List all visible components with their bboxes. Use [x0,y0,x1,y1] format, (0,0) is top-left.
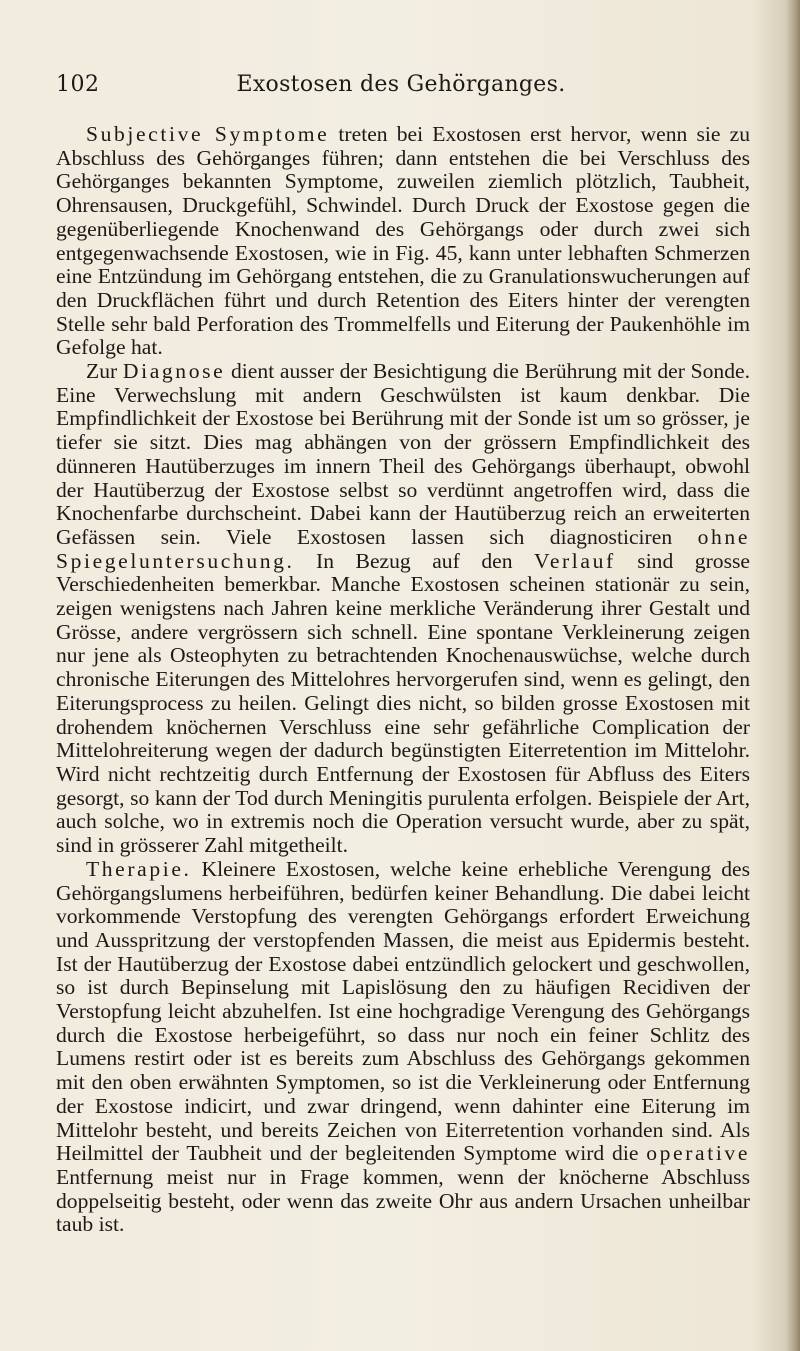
paragraph-symptome [56,123,750,360]
page-header [56,72,746,106]
paragraph-therapie [56,858,750,1237]
paragraph-text: Zur [86,359,123,384]
spaced-term-therapie: Therapie. [86,856,192,881]
body-text [56,123,750,1237]
spaced-term-verlauf: Verlauf [534,548,616,573]
spaced-term-operative: operative [646,1141,750,1166]
paragraph-text: Kleinere Exostosen, welche keine erhebliche Verengung des Gehörgangslumens herbeiführen, bedürfen keiner Behandlung. Die dabei leicht vorkommende Verstopfung des verengten Gehörgangs erfordert Erweichung und Ausspritzung der verstopfenden Massen, die meist aus Epidermis besteht. Ist der Hautüberzug der Exostose dabei entzündlich gelockert und geschwollen, so ist durch Bepinselung mit Lapislösung den zu häufigen Recidiven der Verstopfung leicht abzuhelfen. Ist eine hochgradige Verengung des Gehörgangs durch die Exostose herbeigeführt, so dass nur noch ein feiner Schlitz des Lumens restirt oder ist es bereits zum Abschluss des Gehörgangs gekommen mit den oben erwähnten Symptomen, so ist die Verkleinerung oder Entfernung der Exostose indicirt, und zwar dringend, wenn dahinter eine Eiterung im Mittelohr besteht, und bereits Zeichen von Eiterretention vorhanden sind. Als Heilmittel der Taubheit und der begleitenden Symptome wird die [56,856,750,1166]
paragraph-text: Entfernung meist nur in Frage kommen, wenn der knöcherne Abschluss doppelseitig besteht, oder wenn das zweite Ohr aus andern Ursachen unheilbar taub ist. [56,1164,750,1237]
page-edge-shadow [786,0,800,1351]
paragraph-text: treten bei Exostosen erst hervor, wenn sie zu Abschluss des Gehörganges führen; dann entstehen die bei Verschluss des Gehörganges bekannten Symptome, zuweilen ziemlich plötzlich, Taubheit, Ohrensausen, Druckgefühl, Schwindel. Durch Druck der Exostose gegen die gegenüberliegende Knochenwand des Gehörgangs oder durch zwei sich entgegenwachsende Exostosen, wie in Fig. 45, kann unter lebhaften Schmerzen eine Entzündung im Gehörgang entstehen, die zu Granulationswucherungen auf den Druckflächen führt und durch Retention des Eiters hinter der verengten Stelle sehr bald Perforation des Trommelfells und Eiterung der Paukenhöhle im Gefolge hat. [56,122,750,360]
paragraph-text: In Bezug auf den [294,548,535,573]
paragraph-text: dient ausser der Besichtigung die Berührung mit der Sonde. Eine Verwechslung mit andern Geschwülsten ist kaum denkbar. Die Empfindlichkeit der Exostose bei Berührung mit der Sonde ist um so grösser, je tiefer sie sitzt. Dies mag abhängen von der grössern Empfindlichkeit des dünneren Hautüberzuges im innern Theil des Gehörgangs überhaupt, obwohl der Hautüberzug der Exostose selbst so verdünnt angetroffen wird, dass die Knochenfarbe durchscheint. Dabei kann der Hautüberzug reich an erweiterten Gefässen sein. Viele Exostosen lassen sich diagnosticiren [56,359,751,549]
spaced-term-diagnose: Diagnose [122,359,226,384]
paragraph-text: sind grosse Verschiedenheiten bemerkbar. Manche Exostosen scheinen stationär zu sein, zeigen wenigstens nach Jahren keine merkliche Veränderung ihrer Gestalt und Grösse, andere vergrössern sich schnell. Eine spontane Verkleinerung zeigen nur jene als Osteophyten zu betrachtenden Knochenauswüchse, welche durch chronische Eiterungen des Mittelohres hervorgerufen sind, wenn es gelingt, den Eiterungsprocess zu heilen. Gelingt dies nicht, so bilden grosse Exostosen mit drohendem knöchernen Verschluss eine sehr gefährliche Complication der Mittelohreiterung wegen der dadurch begünstigten Eiterretention im Mittelohr. Wird nicht rechtzeitig durch Entfernung der Exostosen für Abfluss des Eiters gesorgt, so kann der Tod durch Meningitis purulenta erfolgen. Beispiele der Art, auch solche, wo in extremis noch die Operation versucht wurde, aber zu spät, sind in grösserer Zahl mitgetheilt. [56,548,750,858]
page-number: 102 [56,72,100,97]
spaced-term-symptome: Subjective Symptome [86,122,330,146]
paragraph-diagnose [56,360,750,858]
spaced-term-spiegeluntersuchung: ohne Spiegeluntersuchung. [56,524,750,573]
running-title: Exostosen des Gehörganges. [236,72,566,97]
